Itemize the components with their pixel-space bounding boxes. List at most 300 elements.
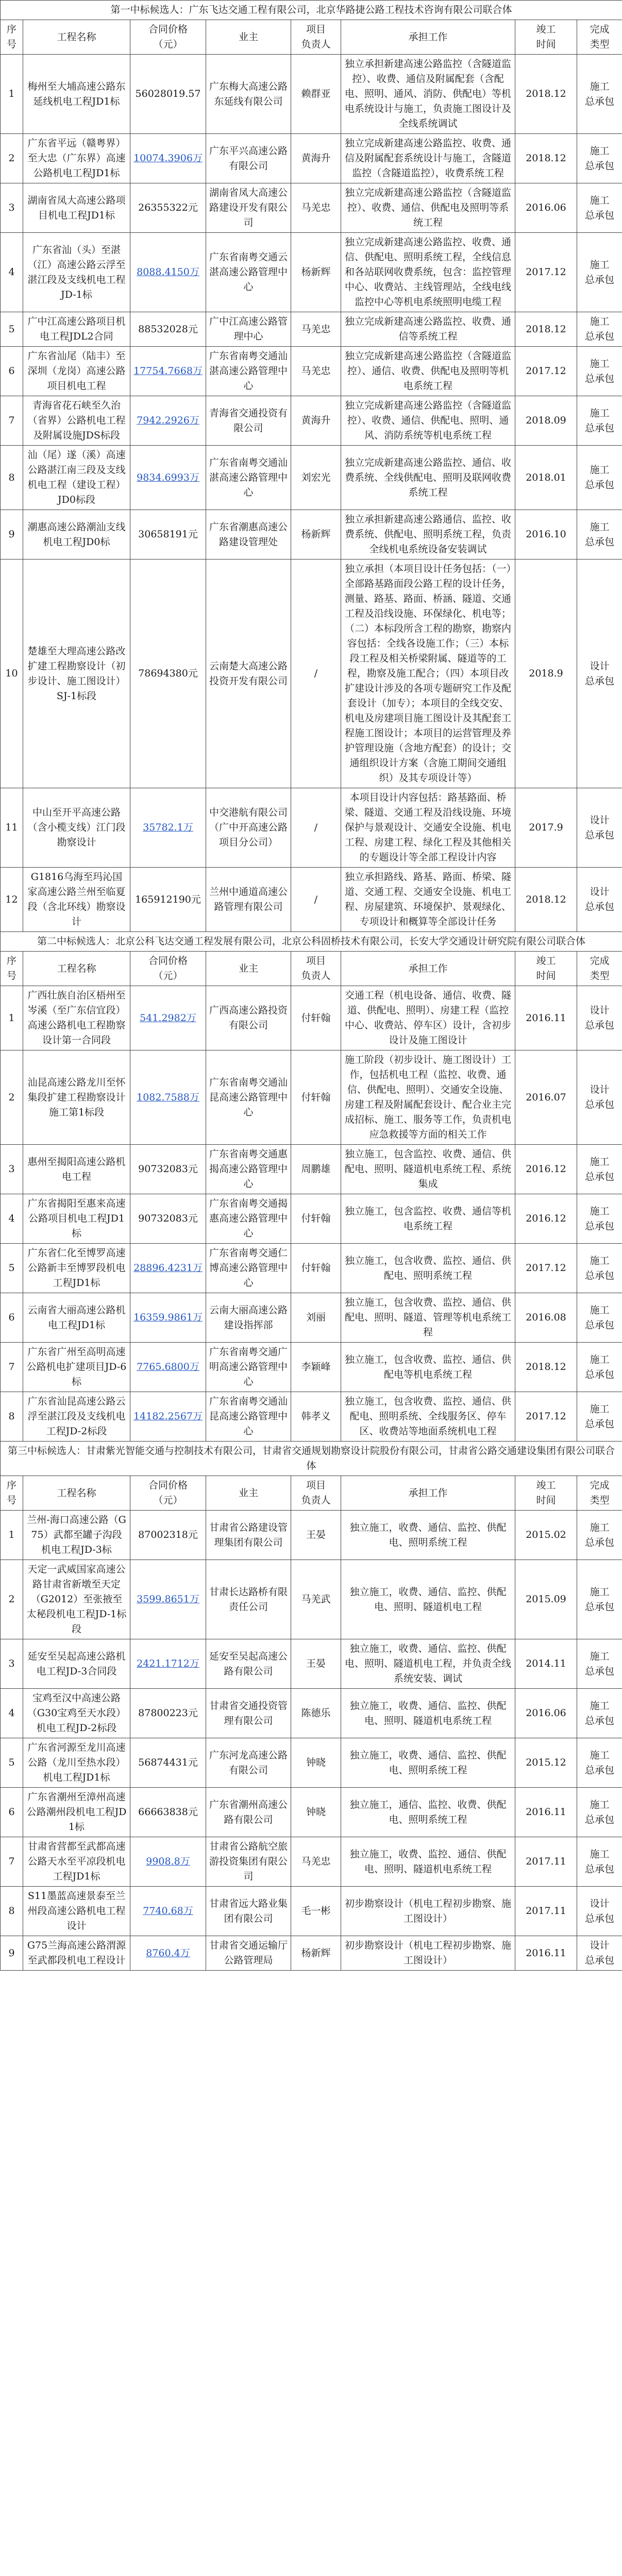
- amount-link[interactable]: 2421.1712万: [137, 1658, 199, 1669]
- cell-name: 汕（尾）遂（溪）高速公路湛江南三段及支线机电工程（建设工程）JD0标段: [23, 446, 130, 510]
- cell-type: 施工 总承包: [577, 1738, 622, 1788]
- cell-name: 广东省河源至龙川高速公路（龙川至热水段）机电工程JD1标: [23, 1738, 130, 1788]
- cell-amount: 165912190元: [130, 868, 206, 932]
- cell-amount: 88532028元: [130, 312, 206, 347]
- section-title: 第二中标候选人：北京公科飞达交通工程发展有限公司，北京公科固桥技术有限公司，长安大学交通设计研究院有限公司联合体: [1, 932, 622, 952]
- header-done-time: 竣工 时间: [515, 20, 577, 55]
- cell-manager: 杨新辉: [291, 1936, 341, 1971]
- cell-done-time: 2017.12: [515, 233, 577, 312]
- header-manager: 项目 负责人: [291, 1476, 341, 1511]
- cell-amount: [130, 233, 206, 312]
- cell-owner: 湖南省凤大高速公路建设开发有限公司: [206, 183, 291, 233]
- cell-name: 兰州-海口高速公路（G75）武都至罐子沟段机电工程JD-3标: [23, 1511, 130, 1560]
- cell-type: 设计 总承包: [577, 986, 622, 1050]
- cell-done-time: 2017.11: [515, 1887, 577, 1936]
- cell-manager: 杨新辉: [291, 233, 341, 312]
- cell-name: 广东省仁化至博罗高速公路新丰至博罗段机电工程JD1标: [23, 1244, 130, 1293]
- cell-type: 施工 总承包: [577, 1244, 622, 1293]
- table-row: [1, 560, 622, 788]
- cell-name: 广东省广州至高明高速公路机电扩建项目JD-6标: [23, 1343, 130, 1392]
- header-index: 序号: [1, 20, 23, 55]
- table-row: [1, 1788, 622, 1837]
- cell-manager: 陈德乐: [291, 1689, 341, 1738]
- cell-content: 独立承担（本项目设计任务包括：（一）全部路基路面段公路工程的设计任务，测量、路基、路面、桥涵、隧道、交通工程及沿线设施、环保绿化、机电等；（二）本标段所含工程的勘察，勘察内容包括：全线各设施工作；（三）本标段工程及相关桥梁附属、隧道等的工程，勘察及施工配合；（四）本项目改扩建设计涉及的各项专题研究工作及配套设计（加专）；本项目的全线交安、机电及房建项目施工图设计及其配套工程施工图设计；本项目的运营管理及养护管理设施（含地方配套）的设计；交通组织设计方案（含施工期间交通组织）及其专项设计等）: [341, 560, 515, 788]
- amount-link[interactable]: 9834.6993万: [137, 471, 199, 483]
- cell-type: 施工 总承包: [577, 183, 622, 233]
- cell-owner: 广中江高速公路管理中心: [206, 312, 291, 347]
- cell-owner: 云南大丽高速公路建设指挥部: [206, 1293, 291, 1343]
- cell-owner: 广东省潮惠高速公路建设管理处: [206, 510, 291, 560]
- amount-link[interactable]: 17754.7668万: [133, 365, 203, 377]
- cell-index: 4: [1, 233, 23, 312]
- table-row: [1, 510, 622, 560]
- table-row: [1, 1511, 622, 1560]
- header-row: [1, 952, 622, 986]
- cell-owner: 甘肃省公路建设管理集团有限公司: [206, 1511, 291, 1560]
- cell-done-time: 2016.12: [515, 1194, 577, 1244]
- cell-name: 汕昆高速公路龙川至怀集段扩建工程勘察设计施工第1标段: [23, 1050, 130, 1145]
- cell-amount: [130, 1343, 206, 1392]
- cell-manager: 马羌武: [291, 1560, 341, 1639]
- cell-manager: 钟晓: [291, 1788, 341, 1837]
- cell-amount: 87800223元: [130, 1689, 206, 1738]
- cell-owner: 甘肃长达路桥有限责任公司: [206, 1560, 291, 1639]
- amount-link[interactable]: 1082.7588万: [137, 1091, 199, 1103]
- cell-index: 5: [1, 312, 23, 347]
- cell-index: 7: [1, 396, 23, 446]
- cell-done-time: 2016.11: [515, 1788, 577, 1837]
- cell-owner: 甘肃省交通投资管理有限公司: [206, 1689, 291, 1738]
- cell-content: 本项目设计内容包括：路基路面、桥梁、隧道、交通工程及沿线设施、环境保护与景观设计、交通安全设施、机电工程、房建工程、绿化工程及其他相关的专题设计等全部工程设计内容: [341, 788, 515, 868]
- cell-index: 7: [1, 1837, 23, 1887]
- cell-content: 独立完成新建高速公路监控（含隧道监控）、收费、通信、供配电及照明等系统工程: [341, 183, 515, 233]
- cell-done-time: 2018.12: [515, 134, 577, 183]
- header-index: 序号: [1, 1476, 23, 1511]
- cell-owner: 广东省南粤交通云湛高速公路管理中心: [206, 233, 291, 312]
- cell-index: 11: [1, 788, 23, 868]
- cell-type: 设计 总承包: [577, 1887, 622, 1936]
- cell-name: 楚雄至大理高速公路改扩建工程勘察设计（初步设计、施工图设计）SJ-1标段: [23, 560, 130, 788]
- cell-amount: [130, 1887, 206, 1936]
- header-row: [1, 20, 622, 55]
- cell-name: 广东省平远（赣粤界）至大忠（广东界）高速公路机电工程JD1标: [23, 134, 130, 183]
- cell-type: 施工 总承包: [577, 347, 622, 396]
- cell-type: 设计 总承包: [577, 868, 622, 932]
- cell-done-time: 2017.12: [515, 1392, 577, 1442]
- cell-type: 设计 总承包: [577, 560, 622, 788]
- cell-content: 独立完成新建高速公路监控、通信、收费系统、全线供配电、照明及联网收费系统工程: [341, 446, 515, 510]
- table-row: [1, 55, 622, 134]
- cell-index: 3: [1, 1145, 23, 1194]
- cell-amount: [130, 788, 206, 868]
- amount-link[interactable]: 7740.68万: [143, 1905, 193, 1917]
- cell-amount: [130, 1639, 206, 1689]
- cell-owner: 云南楚大高速公路投资开发有限公司: [206, 560, 291, 788]
- cell-manager: 王晏: [291, 1511, 341, 1560]
- cell-manager: 钟晓: [291, 1738, 341, 1788]
- cell-content: 独立施工，收费、通信、监控、供配电、照明、隧道机电工程: [341, 1560, 515, 1639]
- cell-manager: 刘宏光: [291, 446, 341, 510]
- cell-done-time: 2016.10: [515, 510, 577, 560]
- cell-owner: 广东省南粤交通惠揭高速公路管理中心: [206, 1145, 291, 1194]
- table-row: [1, 396, 622, 446]
- cell-owner: 延安至吴起高速公路有限公司: [206, 1639, 291, 1689]
- cell-name: 惠州至揭阳高速公路机电工程: [23, 1145, 130, 1194]
- cell-amount: [130, 1244, 206, 1293]
- cell-content: 独立完成新建高速公路监控（含隧道监控）、通信、收费、供配电及照明等机电系统工程: [341, 347, 515, 396]
- cell-done-time: 2018.01: [515, 446, 577, 510]
- cell-index: 5: [1, 1244, 23, 1293]
- cell-content: 独立施工，包含收费、监控、通信、供配电、照明系统、全线服务区、停车区、收费站等地面系统机电工程: [341, 1392, 515, 1442]
- cell-content: 独立施工，通信、监控、收费、供配电、照明系统工程: [341, 1788, 515, 1837]
- cell-name: 湖南省凤大高速公路项目机电工程JD1标: [23, 183, 130, 233]
- cell-type: 施工 总承包: [577, 1293, 622, 1343]
- cell-index: 6: [1, 1293, 23, 1343]
- cell-manager: 付轩翰: [291, 1050, 341, 1145]
- cell-name: G1816乌海至玛沁国家高速公路兰州至临夏段（含北环线）勘察设计: [23, 868, 130, 932]
- cell-type: 施工 总承包: [577, 55, 622, 134]
- cell-amount: 78694380元: [130, 560, 206, 788]
- cell-manager: 韩孝义: [291, 1392, 341, 1442]
- header-manager: 项目 负责人: [291, 20, 341, 55]
- table-row: [1, 134, 622, 183]
- cell-name: 广东省汕昆高速公路云浮至湛江段及支线机电工程JD-2标段: [23, 1392, 130, 1442]
- table-row: [1, 446, 622, 510]
- cell-index: 6: [1, 347, 23, 396]
- table-row: [1, 183, 622, 233]
- section-title: 第三中标候选人：甘肃紫光智能交通与控制技术有限公司，甘肃省交通规划勘察设计院股份有限公司，甘肃省公路交通建设集团有限公司联合体: [1, 1442, 622, 1476]
- cell-content: 交通工程（机电设备、通信、收费、隧道、供配电、照明）、房建工程（监控中心、收费站、停车区）设计，含初步设计及施工图设计: [341, 986, 515, 1050]
- cell-manager: 付轩翰: [291, 986, 341, 1050]
- cell-amount: [130, 347, 206, 396]
- cell-manager: 付轩翰: [291, 1194, 341, 1244]
- cell-index: 7: [1, 1343, 23, 1392]
- cell-amount: 56874431元: [130, 1738, 206, 1788]
- cell-name: 中山至开平高速公路（含小榄支线）江门段勘察设计: [23, 788, 130, 868]
- cell-manager: 周鹏雄: [291, 1145, 341, 1194]
- cell-manager: /: [291, 788, 341, 868]
- cell-type: 施工 总承包: [577, 510, 622, 560]
- cell-manager: 付轩翰: [291, 1244, 341, 1293]
- cell-done-time: 2018.9: [515, 560, 577, 788]
- amount-link[interactable]: 8760.4万: [146, 1947, 190, 1959]
- cell-type: 施工 总承包: [577, 1343, 622, 1392]
- header-owner: 业主: [206, 1476, 291, 1511]
- header-done-time: 竣工 时间: [515, 1476, 577, 1511]
- cell-amount: 26355322元: [130, 183, 206, 233]
- cell-owner: 兰州中通道高速公路管理有限公司: [206, 868, 291, 932]
- cell-type: 施工 总承包: [577, 1689, 622, 1738]
- cell-done-time: 2016.06: [515, 183, 577, 233]
- cell-done-time: 2018.12: [515, 1343, 577, 1392]
- cell-type: 设计 总承包: [577, 788, 622, 868]
- cell-done-time: 2018.12: [515, 312, 577, 347]
- cell-manager: 杨新辉: [291, 510, 341, 560]
- cell-owner: 广东省南粤交通汕昆高速公路管理中心: [206, 1050, 291, 1145]
- cell-amount: [130, 1837, 206, 1887]
- cell-owner: 广东梅大高速公路东延线有限公司: [206, 55, 291, 134]
- table-row: [1, 1293, 622, 1343]
- header-type: 完成 类型: [577, 952, 622, 986]
- cell-name: 广东省潮州至漳州高速公路潮州段机电工程JD1标: [23, 1788, 130, 1837]
- cell-manager: 马羌忠: [291, 312, 341, 347]
- cell-name: 梅州至大埔高速公路东延线机电工程JD1标: [23, 55, 130, 134]
- cell-name: 延安至吴起高速公路机电工程JD-3合同段: [23, 1639, 130, 1689]
- cell-manager: 黄海升: [291, 396, 341, 446]
- cell-name: 广中江高速公路项目机电工程JDL2合同: [23, 312, 130, 347]
- section-title-row: [1, 1442, 622, 1476]
- cell-amount: 90732083元: [130, 1194, 206, 1244]
- cell-amount: [130, 396, 206, 446]
- section-title-row: [1, 1, 622, 20]
- cell-index: 9: [1, 1936, 23, 1971]
- cell-name: 广东省汕（头）至湛（江）高速公路云浮至湛江段及支线机电工程JD-1标: [23, 233, 130, 312]
- amount-link[interactable]: 35782.1万: [143, 822, 193, 833]
- header-amount: 合同价格 （元）: [130, 20, 206, 55]
- cell-name: 广东省揭阳至惠来高速公路项目机电工程JD1标: [23, 1194, 130, 1244]
- cell-name: 甘肃省营都至武都高速公路天水至平凉段机电工程JD1标: [23, 1837, 130, 1887]
- cell-index: 1: [1, 986, 23, 1050]
- cell-owner: 中交港航有限公司（广中开高速公路项目分公司）: [206, 788, 291, 868]
- header-content: 承担工作: [341, 20, 515, 55]
- amount-link[interactable]: 8088.4150万: [137, 266, 199, 278]
- cell-index: 4: [1, 1194, 23, 1244]
- header-manager: 项目 负责人: [291, 952, 341, 986]
- cell-owner: 广东省南粤交通汕湛高速公路管理中心: [206, 347, 291, 396]
- cell-owner: 甘肃省公路航空旅游投资集团有限公司: [206, 1837, 291, 1887]
- cell-type: 施工 总承包: [577, 312, 622, 347]
- cell-name: 青海省花石峡至久治（省界）公路机电工程及附属设施JDS标段: [23, 396, 130, 446]
- cell-content: 初步勘察设计（机电工程初步勘察、施工图设计）: [341, 1936, 515, 1971]
- cell-index: 1: [1, 55, 23, 134]
- amount-link[interactable]: 541.2982万: [140, 1012, 196, 1024]
- cell-index: 2: [1, 134, 23, 183]
- cell-done-time: 2014.11: [515, 1639, 577, 1689]
- cell-content: 独立施工，包含收费、监控、通信、供配电、照明系统工程: [341, 1244, 515, 1293]
- cell-content: 独立完成新建高速公路监控、收费、通信及附属配套系统设计与施工，含隧道监控（含隧道监控），收费系统工程: [341, 134, 515, 183]
- cell-content: 独立承担路线、路基、路面、桥梁、隧道、交通工程、交通安全设施、机电工程、房屋建筑、环境保护、景观绿化、专项设计和概算等全部设计任务: [341, 868, 515, 932]
- section-title: 第一中标候选人：广东飞达交通工程有限公司，北京华路捷公路工程技术咨询有限公司联合体: [1, 1, 622, 20]
- cell-amount: [130, 1050, 206, 1145]
- cell-type: 施工 总承包: [577, 233, 622, 312]
- table-row: [1, 1639, 622, 1689]
- cell-manager: /: [291, 868, 341, 932]
- cell-owner: 广东省南粤交通广明高速公路管理中心: [206, 1343, 291, 1392]
- cell-done-time: 2018.09: [515, 396, 577, 446]
- amount-link[interactable]: 10074.3906万: [133, 152, 203, 164]
- table-row: [1, 1392, 622, 1442]
- cell-content: 独立施工，收费、通信、监控、供配电、照明系统工程: [341, 1511, 515, 1560]
- cell-type: 施工 总承包: [577, 1392, 622, 1442]
- cell-type: 施工 总承包: [577, 1837, 622, 1887]
- amount-link[interactable]: 7942.2926万: [137, 415, 199, 426]
- cell-done-time: 2015.09: [515, 1560, 577, 1639]
- header-type: 完成 类型: [577, 20, 622, 55]
- cell-type: 施工 总承包: [577, 1560, 622, 1639]
- cell-amount: 30658191元: [130, 510, 206, 560]
- cell-type: 施工 总承包: [577, 1145, 622, 1194]
- cell-amount: [130, 134, 206, 183]
- cell-amount: [130, 446, 206, 510]
- cell-manager: 马羌忠: [291, 1837, 341, 1887]
- table-row: [1, 233, 622, 312]
- header-owner: 业主: [206, 952, 291, 986]
- header-owner: 业主: [206, 20, 291, 55]
- header-amount: 合同价格 （元）: [130, 1476, 206, 1511]
- cell-name: G75兰海高速公路渭源至武都段机电工程设计: [23, 1936, 130, 1971]
- cell-manager: /: [291, 560, 341, 788]
- cell-type: 施工 总承包: [577, 1788, 622, 1837]
- cell-index: 2: [1, 1560, 23, 1639]
- header-name: 工程名称: [23, 1476, 130, 1511]
- cell-amount: [130, 1560, 206, 1639]
- cell-owner: 广西高速公路投资有限公司: [206, 986, 291, 1050]
- cell-type: 施工 总承包: [577, 396, 622, 446]
- section-title-row: [1, 932, 622, 952]
- table-row: [1, 788, 622, 868]
- cell-owner: 广东河龙高速公路有限公司: [206, 1738, 291, 1788]
- cell-name: 天定一武威国家高速公路甘肃省新墩至天定（G2012）至张掖至太秘段机电工程JD-1标段: [23, 1560, 130, 1639]
- header-done-time: 竣工 时间: [515, 952, 577, 986]
- cell-content: 初步勘察设计（机电工程初步勘察、施工图设计）: [341, 1887, 515, 1936]
- cell-content: 独立完成新建高速公路监控、收费、通信等系统工程: [341, 312, 515, 347]
- cell-amount: [130, 1392, 206, 1442]
- amount-link[interactable]: 28896.4231万: [133, 1262, 203, 1274]
- cell-done-time: 2017.11: [515, 1837, 577, 1887]
- cell-name: 广东省汕尾（陆丰）至深圳（龙岗）高速公路项目机电工程: [23, 347, 130, 396]
- cell-done-time: 2018.12: [515, 55, 577, 134]
- table-row: [1, 1738, 622, 1788]
- cell-amount: 66663838元: [130, 1788, 206, 1837]
- cell-amount: [130, 986, 206, 1050]
- table-row: [1, 868, 622, 932]
- cell-manager: 马羌忠: [291, 347, 341, 396]
- header-amount: 合同价格 （元）: [130, 952, 206, 986]
- cell-owner: 甘肃省交通运输厅公路管理局: [206, 1936, 291, 1971]
- cell-name: 广西壮族自治区梧州至岑溪（至广东信宜段）高速公路机电工程勘察设计第一合同段: [23, 986, 130, 1050]
- cell-done-time: 2016.08: [515, 1293, 577, 1343]
- table-row: [1, 986, 622, 1050]
- cell-amount: [130, 1293, 206, 1343]
- cell-manager: 毛一彬: [291, 1887, 341, 1936]
- amount-link[interactable]: 7765.6800万: [137, 1361, 199, 1372]
- header-name: 工程名称: [23, 952, 130, 986]
- cell-done-time: 2017.9: [515, 788, 577, 868]
- cell-type: 施工 总承包: [577, 1194, 622, 1244]
- cell-type: 施工 总承包: [577, 1639, 622, 1689]
- header-name: 工程名称: [23, 20, 130, 55]
- cell-content: 独立施工，包含收费、监控、通信、供配电等机电系统工程: [341, 1343, 515, 1392]
- table-row: [1, 1050, 622, 1145]
- cell-index: 6: [1, 1788, 23, 1837]
- table-row: [1, 312, 622, 347]
- cell-done-time: 2015.02: [515, 1511, 577, 1560]
- cell-index: 9: [1, 510, 23, 560]
- cell-done-time: 2015.12: [515, 1738, 577, 1788]
- cell-index: 4: [1, 1689, 23, 1738]
- cell-amount: 90732083元: [130, 1145, 206, 1194]
- cell-done-time: 2016.06: [515, 1689, 577, 1738]
- header-content: 承担工作: [341, 1476, 515, 1511]
- cell-type: 设计 总承包: [577, 1050, 622, 1145]
- cell-type: 施工 总承包: [577, 446, 622, 510]
- cell-type: 施工 总承包: [577, 134, 622, 183]
- cell-content: 独立施工，包含监控、收费、通信等机电系统工程: [341, 1194, 515, 1244]
- cell-content: 独立施工，收费、通信、监控、供配电、照明、隧道机电工程，并负责全线系统安装、调试: [341, 1639, 515, 1689]
- cell-amount: [130, 1936, 206, 1971]
- cell-amount: 56028019.57: [130, 55, 206, 134]
- cell-done-time: 2016.07: [515, 1050, 577, 1145]
- header-index: 序号: [1, 952, 23, 986]
- amount-link[interactable]: 16359.9861万: [133, 1312, 203, 1323]
- cell-index: 5: [1, 1738, 23, 1788]
- cell-owner: 青海省交通投资有限公司: [206, 396, 291, 446]
- table-row: [1, 1145, 622, 1194]
- cell-done-time: 2016.11: [515, 1936, 577, 1971]
- cell-done-time: 2016.11: [515, 986, 577, 1050]
- cell-index: 3: [1, 1639, 23, 1689]
- cell-owner: 广东省南粤交通仁博高速公路管理中心: [206, 1244, 291, 1293]
- header-type: 完成 类型: [577, 1476, 622, 1511]
- table-row: [1, 1837, 622, 1887]
- cell-name: 云南省大丽高速公路机电工程JD1标: [23, 1293, 130, 1343]
- cell-type: 设计 总承包: [577, 1936, 622, 1971]
- table-row: [1, 1560, 622, 1639]
- table-row: [1, 1244, 622, 1293]
- cell-manager: 王晏: [291, 1639, 341, 1689]
- cell-manager: 马羌忠: [291, 183, 341, 233]
- cell-content: 独立施工，收费、通信、监控、供配电、照明、隧道机电系统工程: [341, 1689, 515, 1738]
- cell-done-time: 2016.12: [515, 1145, 577, 1194]
- table-row: [1, 1936, 622, 1971]
- cell-index: 1: [1, 1511, 23, 1560]
- amount-link[interactable]: 9908.8万: [146, 1856, 190, 1867]
- cell-amount: 87002318元: [130, 1511, 206, 1560]
- cell-content: 独立承担新建高速公路监控（含隧道监控）、收费、通信及附属配套（含配电、照明、通风、消防、供配电）等机电系统设计与施工，负责施工图设计及全线系统调试: [341, 55, 515, 134]
- amount-link[interactable]: 14182.2567万: [133, 1411, 203, 1422]
- cell-content: 独立施工，包含收费、监控、通信、供配电、照明、隧道、管理等机电系统工程: [341, 1293, 515, 1343]
- cell-index: 8: [1, 446, 23, 510]
- cell-owner: 广东平兴高速公路有限公司: [206, 134, 291, 183]
- cell-index: 8: [1, 1887, 23, 1936]
- cell-done-time: 2018.12: [515, 868, 577, 932]
- amount-link[interactable]: 3599.8651万: [137, 1594, 199, 1605]
- cell-index: 10: [1, 560, 23, 788]
- cell-owner: 广东省南粤交通揭惠高速公路管理中心: [206, 1194, 291, 1244]
- cell-manager: 赖群亚: [291, 55, 341, 134]
- cell-index: 2: [1, 1050, 23, 1145]
- table-row: [1, 347, 622, 396]
- cell-manager: 李颖峰: [291, 1343, 341, 1392]
- cell-index: 3: [1, 183, 23, 233]
- table-row: [1, 1887, 622, 1936]
- cell-content: 独立施工，收费、监控、通信、供配电、照明、隧道机电系统工程: [341, 1837, 515, 1887]
- cell-owner: 广东省潮州高速公路有限公司: [206, 1788, 291, 1837]
- table-row: [1, 1194, 622, 1244]
- cell-name: S11墨蓝高速景泰至兰州段高速公路机电工程设计: [23, 1887, 130, 1936]
- cell-content: 施工阶段（初步设计、施工图设计）工作，包括机电工程（监控、收费、通信、供配电、照明）、交通安全设施、房建工程及附属配套设计、配合业主完成招标、施工、服务等工作，负责机电应急救援等方面的相关工作: [341, 1050, 515, 1145]
- table-row: [1, 1689, 622, 1738]
- cell-name: 宝鸡至汉中高速公路（G30宝鸡至天水段）机电工程JD-2标段: [23, 1689, 130, 1738]
- cell-index: 8: [1, 1392, 23, 1442]
- cell-content: 独立承担新建高速公路通信、监控、收费系统、供配电、照明系统工程，负责全线机电系统设备安装调试: [341, 510, 515, 560]
- cell-content: 独立施工，收费、通信、监控、供配电、照明系统工程: [341, 1738, 515, 1788]
- cell-owner: 广东省南粤交通汕昆高速公路管理中心: [206, 1392, 291, 1442]
- cell-owner: 甘肃省远大路业集团有限公司: [206, 1887, 291, 1936]
- cell-index: 12: [1, 868, 23, 932]
- cell-manager: 黄海升: [291, 134, 341, 183]
- header-row: [1, 1476, 622, 1511]
